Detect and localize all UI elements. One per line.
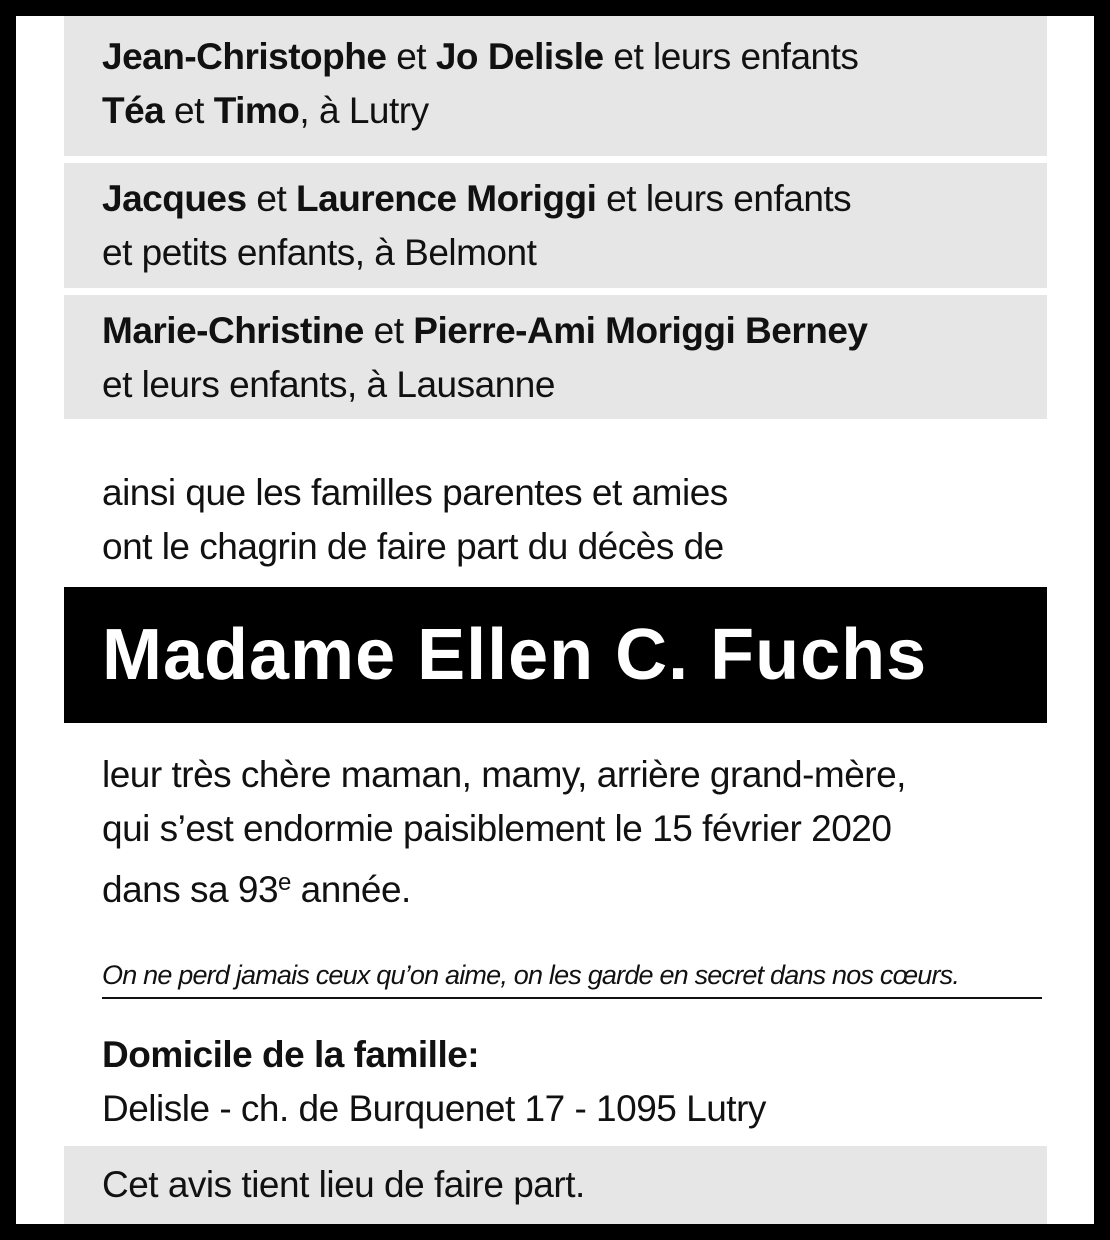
family-name: Jean-Christophe <box>102 36 387 77</box>
family-line <box>102 226 1047 280</box>
description-text <box>64 748 1047 917</box>
notice-footer <box>64 1146 1047 1224</box>
family-name: Marie-Christine <box>102 310 364 351</box>
year-text: année. <box>290 869 411 910</box>
family-text: et leurs enfants, à Lausanne <box>102 364 555 405</box>
family-text: et <box>164 90 214 131</box>
ordinal-superscript: e <box>278 869 291 896</box>
notice-text: Cet avis tient lieu de faire part. <box>102 1164 585 1205</box>
age-text: dans sa 93 <box>102 869 279 910</box>
family-block-moriggi <box>64 163 1047 288</box>
family-text: et <box>246 178 297 219</box>
family-line <box>102 304 1047 358</box>
family-text: et leurs enfants <box>603 36 859 77</box>
quote-text: On ne perd jamais ceux qu’on aime, on les garde en secret dans nos cœurs. <box>102 955 1042 999</box>
domicile-address: Delisle - ch. de Burquenet 17 - 1095 Lutry <box>102 1088 766 1129</box>
family-name: Laurence Moriggi <box>296 178 597 219</box>
family-name: Jacques <box>102 178 247 219</box>
family-text: et petits enfants, à Belmont <box>102 232 537 273</box>
description-line-1: leur très chère maman, mamy, arrière grand-mère, <box>102 754 906 795</box>
intro-line-1: ainsi que les familles parentes et amies <box>102 472 728 513</box>
family-name: Jo Delisle <box>435 36 604 77</box>
domicile-block <box>64 1028 1047 1136</box>
intro-line-2: ont le chagrin de faire part du décès de <box>102 526 724 567</box>
family-name: Pierre-Ami Moriggi Berney <box>413 310 868 351</box>
family-text: et leurs enfants <box>596 178 852 219</box>
domicile-label: Domicile de la famille: <box>102 1034 480 1075</box>
family-line <box>102 358 1047 412</box>
family-line <box>102 172 1047 226</box>
family-line <box>102 30 1047 84</box>
deceased-name: Madame Ellen C. Fuchs <box>102 615 928 695</box>
family-text: et <box>386 36 436 77</box>
description-line-3 <box>102 856 1047 917</box>
deceased-name-banner <box>64 587 1047 723</box>
family-block-delisle <box>64 16 1047 156</box>
family-block-moriggi-berney <box>64 295 1047 419</box>
family-name: Téa <box>102 90 165 131</box>
intro-text <box>64 466 1047 574</box>
quote-block <box>64 955 1009 999</box>
family-name: Timo <box>213 90 300 131</box>
family-text: , à Lutry <box>299 90 429 131</box>
family-text: et <box>363 310 414 351</box>
family-line <box>102 84 1047 138</box>
description-line-2: qui s’est endormie paisiblement le 15 février 2020 <box>102 808 892 849</box>
